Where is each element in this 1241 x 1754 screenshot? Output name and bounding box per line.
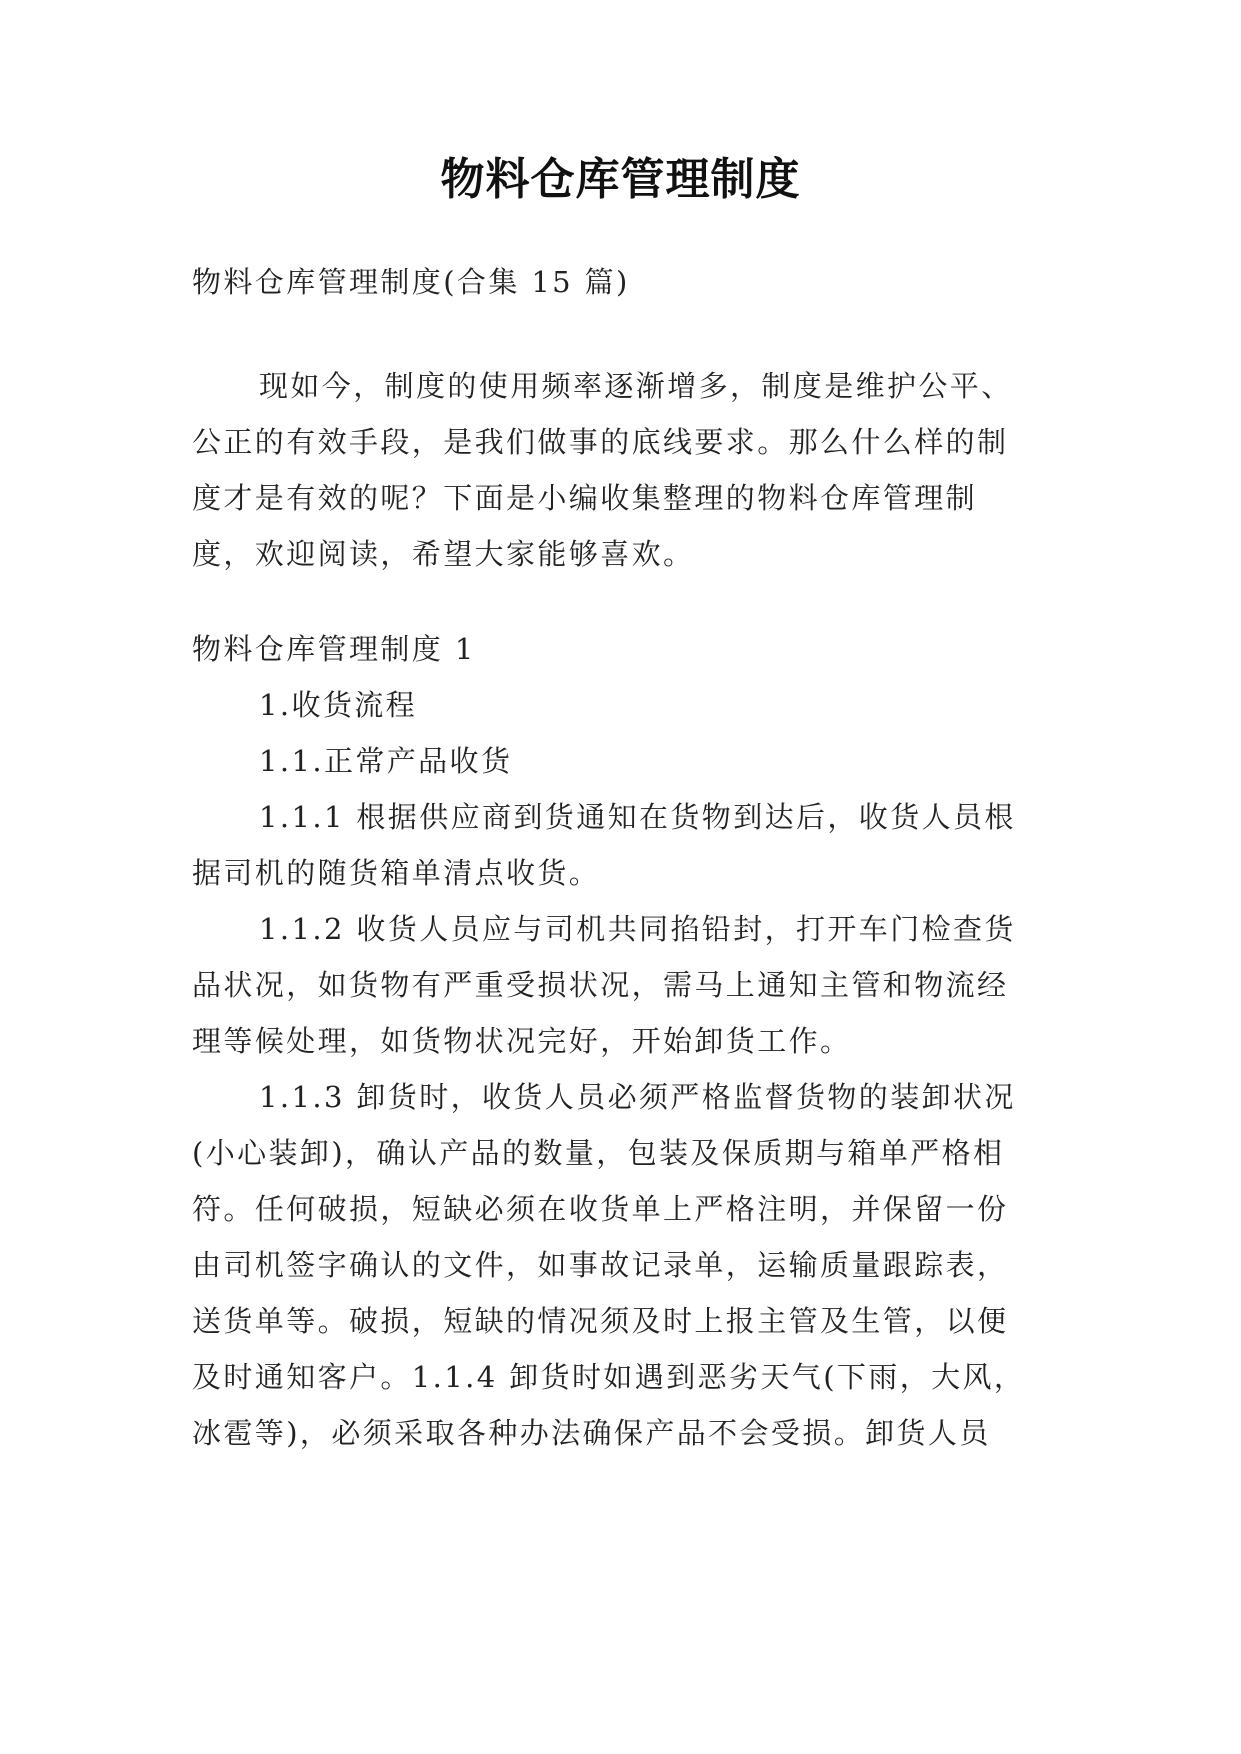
clause-line: 送货单等。破损，短缺的情况须及时上报主管及生管，以便 [192, 1304, 1009, 1338]
document-subtitle: 物料仓库管理制度(合集 15 篇) [192, 265, 630, 299]
clause-line: 由司机签字确认的文件，如事故记录单，运输质量跟踪表， [192, 1248, 1009, 1282]
clause-line: 冰雹等)，必须采取各种办法确保产品不会受损。卸货人员 [192, 1416, 991, 1450]
document-subtitle-block [192, 254, 1068, 310]
clause-heading: 1.1.正常产品收货 [259, 744, 513, 778]
clause-heading: 1.收货流程 [259, 688, 418, 722]
clause-line: 1.1.3 卸货时，收货人员必须严格监督货物的装卸状况 [259, 1080, 1016, 1114]
clause-line: 符。任何破损，短缺必须在收货单上严格注明，并保留一份 [192, 1192, 1009, 1226]
clause-line: 1.1.1 根据供应商到货通知在货物到达后，收货人员根 [259, 800, 1016, 834]
intro-line: 现如今，制度的使用频率逐渐增多，制度是维护公平、 [259, 369, 1013, 403]
intro-line: 度，欢迎阅读，希望大家能够喜欢。 [192, 537, 695, 571]
clause-line: 理等候处理，如货物状况完好，开始卸货工作。 [192, 1024, 852, 1058]
clause-line: (小心装卸)，确认产品的数量，包装及保质期与箱单严格相 [192, 1136, 1005, 1170]
intro-paragraph [192, 358, 1068, 582]
intro-line: 公正的有效手段，是我们做事的底线要求。那么什么样的制 [192, 425, 1009, 459]
clause-line: 1.1.2 收货人员应与司机共同掐铅封，打开车门检查货 [259, 912, 1016, 946]
section-heading: 物料仓库管理制度 1 [192, 632, 476, 666]
intro-line: 度才是有效的呢？下面是小编收集整理的物料仓库管理制 [192, 481, 978, 515]
section-1 [192, 621, 1068, 1461]
document-title: 物料仓库管理制度 [440, 154, 801, 205]
clause-line: 据司机的随货箱单清点收货。 [192, 856, 601, 890]
clause-line: 品状况，如货物有严重受损状况，需马上通知主管和物流经 [192, 968, 1009, 1002]
clause-line: 及时通知客户。1.1.4 卸货时如遇到恶劣天气(下雨，大风， [192, 1360, 1026, 1394]
